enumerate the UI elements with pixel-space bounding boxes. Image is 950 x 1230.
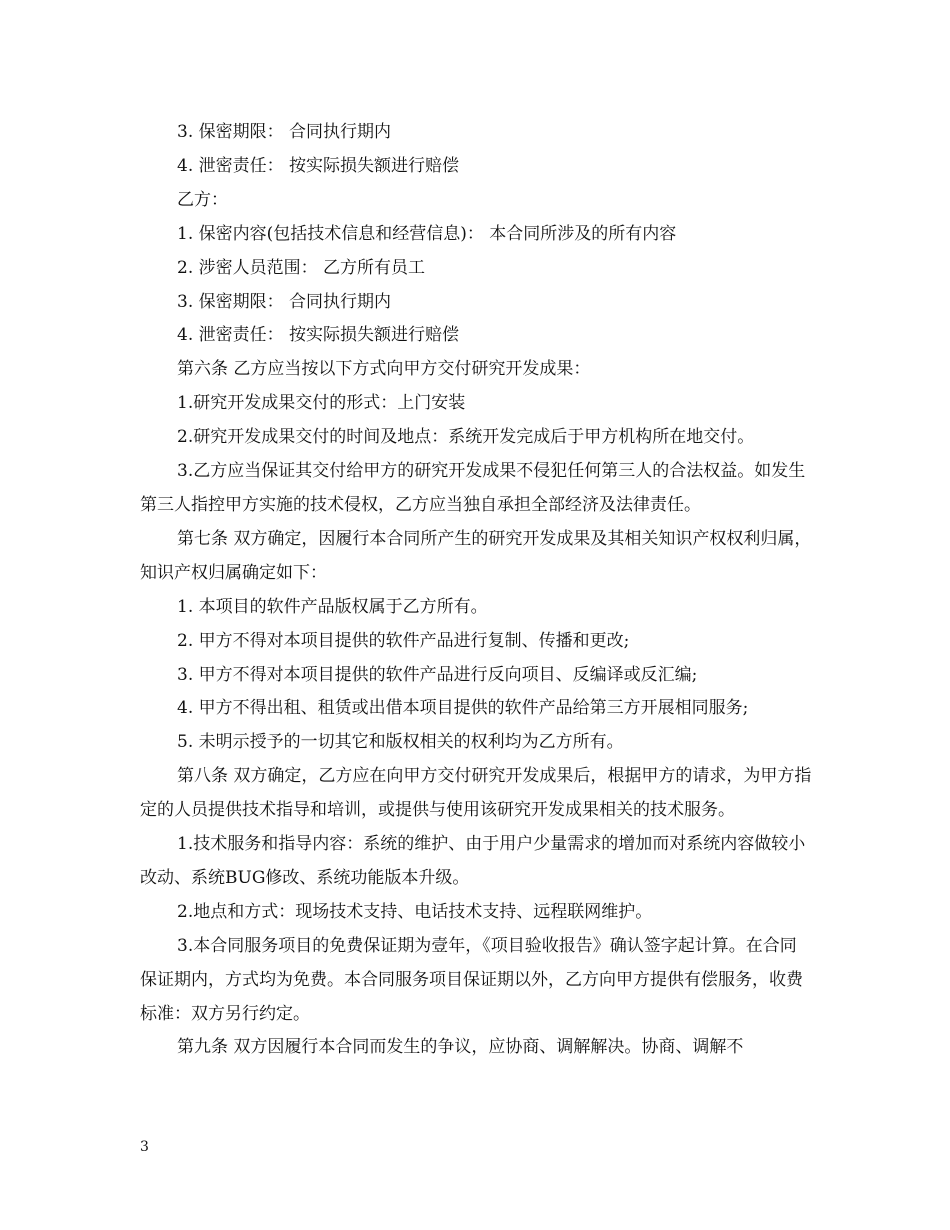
paragraph-service-location: 2.地点和方式：现场技术支持、电话技术支持、远程联网维护。 <box>177 901 653 922</box>
paragraph-confidential-content-b: 1. 保密内容(包括技术信息和经营信息)： 本合同所涉及的所有内容 <box>177 223 677 244</box>
paragraph-article-eight: 第八条 双方确定，乙方应在向甲方交付研究开发成果后，根据甲方的请求，为甲方指定的人员提供技术指导和培训，或提供与使用该研究开发成果相关的技术服务。 <box>140 766 812 821</box>
paragraph-no-rent: 4. 甲方不得出租、租赁或出借本项目提供的软件产品给第三方开展相同服务; <box>177 698 749 719</box>
paragraph-personnel-scope-b: 2. 涉密人员范围： 乙方所有员工 <box>177 257 426 278</box>
paragraph-confidentiality-period-b: 3. 保密期限： 合同执行期内 <box>177 291 392 312</box>
paragraph-article-seven: 第七条 双方确定，因履行本合同所产生的研究开发成果及其相关知识产权权利归属，知识产权归属确定如下： <box>140 528 812 583</box>
paragraph-delivery-form: 1.研究开发成果交付的形式：上门安装 <box>177 393 466 414</box>
page-number: 3 <box>140 1139 149 1155</box>
paragraph-third-party-rights: 3.乙方应当保证其交付给甲方的研究开发成果不侵犯任何第三人的合法权益。如发生第三人指控甲方实施的技术侵权，乙方应当独自承担全部经济及法律责任。 <box>140 461 806 515</box>
paragraph-service-content: 1.技术服务和指导内容：系统的维护、由于用户少量需求的增加而对系统内容做较小改动、系统BUG修改、系统功能版本升级。 <box>140 834 806 888</box>
paragraph-no-copy: 2. 甲方不得对本项目提供的软件产品进行复制、传播和更改; <box>177 630 630 651</box>
paragraph-article-nine: 第九条 双方因履行本合同而发生的争议，应协商、调解解决。协商、调解不 <box>177 1037 744 1058</box>
paragraph-delivery-time-place: 2.研究开发成果交付的时间及地点：系统开发完成后于甲方机构所在地交付。 <box>177 427 755 448</box>
paragraph-copyright-owner: 1. 本项目的软件产品版权属于乙方所有。 <box>177 596 488 617</box>
paragraph-reserved-rights: 5. 未明示授予的一切其它和版权相关的权利均为乙方所有。 <box>177 732 624 753</box>
paragraph-confidentiality-period-a: 3. 保密期限： 合同执行期内 <box>177 122 392 142</box>
paragraph-leak-liability-a: 4. 泄密责任： 按实际损失额进行赔偿 <box>177 155 460 176</box>
paragraph-no-reverse: 3. 甲方不得对本项目提供的软件产品进行反向项目、反编译或反汇编; <box>177 664 698 685</box>
paragraph-leak-liability-b: 4. 泄密责任： 按实际损失额进行赔偿 <box>177 325 460 346</box>
paragraph-party-b-heading: 乙方： <box>177 189 228 210</box>
paragraph-article-six: 第六条 乙方应当按以下方式向甲方交付研究开发成果： <box>177 359 591 380</box>
paragraph-warranty-period: 3.本合同服务项目的免费保证期为壹年，《项目验收报告》确认签字起计算。在合同保证期内，方式均为免费。本合同服务项目保证期以外，乙方向甲方提供有偿服务，收费标准：双方另行约定。 <box>140 935 803 1024</box>
document-body <box>140 116 812 1065</box>
